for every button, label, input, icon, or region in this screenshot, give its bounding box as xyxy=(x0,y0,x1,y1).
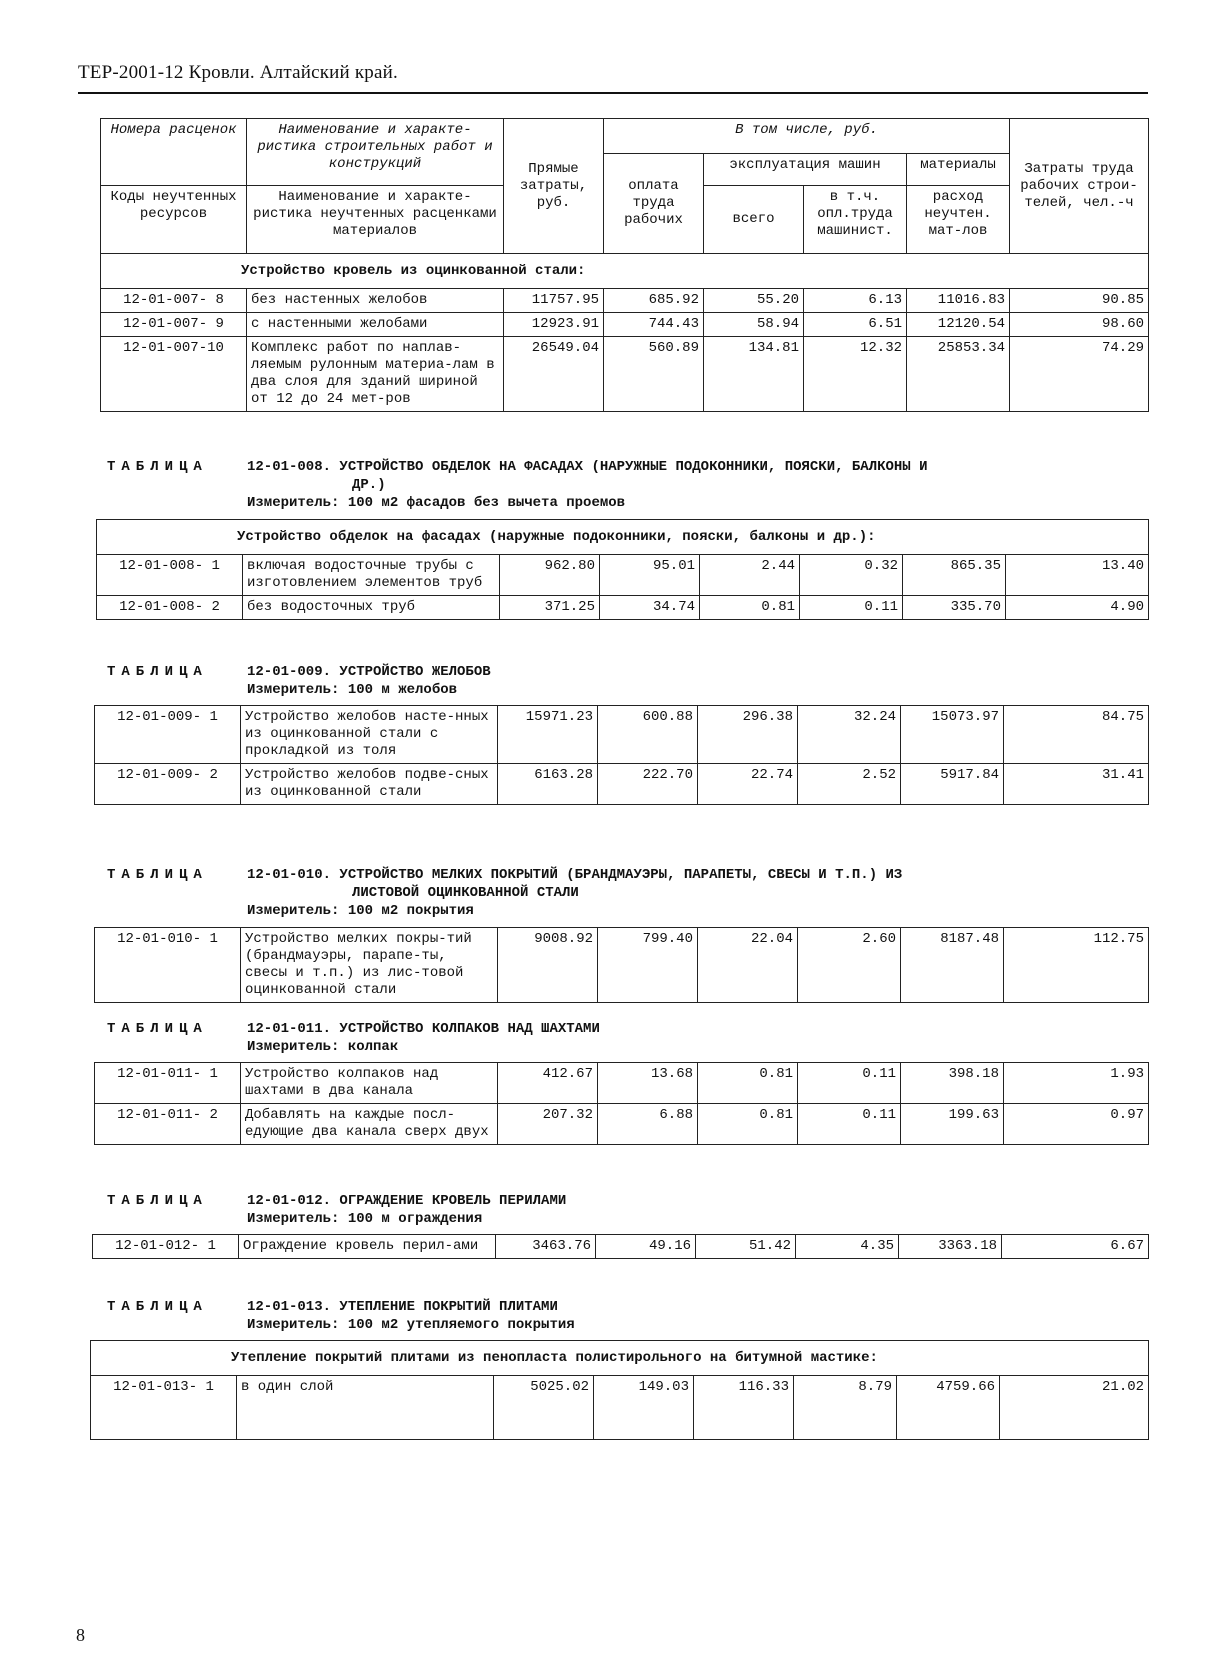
rate-code-cell: 12-01-008- 2 xyxy=(97,596,243,620)
labor-hours-cell: 112.75 xyxy=(1004,928,1149,1003)
direct-costs-cell: 15971.23 xyxy=(498,706,598,764)
direct-costs-cell: 3463.76 xyxy=(496,1235,596,1259)
rates-table-013 xyxy=(90,1340,1149,1440)
labor-pay-cell: 95.01 xyxy=(600,555,700,596)
table-title: 12-01-013. УТЕПЛЕНИЕ ПОКРЫТИЙ ПЛИТАМИ xyxy=(247,1299,558,1315)
rates-table-010 xyxy=(94,927,1149,1003)
materials-cell: 3363.18 xyxy=(899,1235,1002,1259)
col-head-zatraty: Затраты труда рабочих строи-телей, чел.-ч xyxy=(1010,119,1149,254)
labor-hours-cell: 4.90 xyxy=(1006,596,1149,620)
table-caption-009 xyxy=(107,663,491,699)
direct-costs-cell: 11757.95 xyxy=(504,289,604,313)
page-header xyxy=(78,62,1148,84)
table-row xyxy=(95,928,1149,1003)
labor-pay-cell: 6.88 xyxy=(598,1104,698,1145)
table-row xyxy=(95,1063,1149,1104)
labor-hours-cell: 21.02 xyxy=(1000,1376,1149,1440)
col-head-name2: Наименование и характе-ристика неучтенных расценками материалов xyxy=(247,186,504,254)
table-row xyxy=(101,337,1149,412)
rates-table-011 xyxy=(94,1062,1149,1145)
rate-code-cell: 12-01-013- 1 xyxy=(91,1376,237,1440)
labor-hours-cell: 98.60 xyxy=(1010,313,1149,337)
table-meter: Измеритель: 100 м желобов xyxy=(247,682,458,698)
table-label: ТАБЛИЦА xyxy=(107,867,208,883)
table-row xyxy=(95,1104,1149,1145)
materials-cell: 8187.48 xyxy=(901,928,1004,1003)
table-caption-010 xyxy=(107,866,902,920)
table-row xyxy=(95,764,1149,805)
section-title: Устройство кровель из оцинкованной стали: xyxy=(101,254,1149,289)
materials-cell: 11016.83 xyxy=(907,289,1010,313)
labor-pay-cell: 560.89 xyxy=(604,337,704,412)
col-head-name: Наименование и характе-ристика строительных работ и конструкций xyxy=(247,119,504,186)
materials-cell: 12120.54 xyxy=(907,313,1010,337)
materials-cell: 15073.97 xyxy=(901,706,1004,764)
header-rule xyxy=(78,92,1148,94)
rate-code-cell: 12-01-010- 1 xyxy=(95,928,241,1003)
table-title-cont: ДР.) xyxy=(352,477,386,493)
labor-pay-cell: 222.70 xyxy=(598,764,698,805)
table-row xyxy=(95,706,1149,764)
table-label: ТАБЛИЦА xyxy=(107,1299,208,1315)
table-meter: Измеритель: 100 м2 покрытия xyxy=(247,903,474,919)
col-head-materialy: материалы xyxy=(907,154,1010,186)
machine-total-cell: 0.81 xyxy=(698,1063,798,1104)
table-row xyxy=(101,313,1149,337)
labor-hours-cell: 0.97 xyxy=(1004,1104,1149,1145)
table-row xyxy=(101,289,1149,313)
table-title: 12-01-008. УСТРОЙСТВО ОБДЕЛОК НА ФАСАДАХ (НАРУЖНЫЕ ПОДОКОННИКИ, ПОЯСКИ, БАЛКОНЫ И xyxy=(247,459,928,475)
machine-labor-cell: 0.11 xyxy=(800,596,903,620)
rate-code-cell: 12-01-009- 1 xyxy=(95,706,241,764)
direct-costs-cell: 12923.91 xyxy=(504,313,604,337)
table-row xyxy=(93,1235,1149,1259)
machine-total-cell: 0.81 xyxy=(698,1104,798,1145)
materials-cell: 4759.66 xyxy=(897,1376,1000,1440)
direct-costs-cell: 5025.02 xyxy=(494,1376,594,1440)
labor-pay-cell: 600.88 xyxy=(598,706,698,764)
labor-hours-cell: 84.75 xyxy=(1004,706,1149,764)
machine-total-cell: 22.04 xyxy=(698,928,798,1003)
rate-code-cell: 12-01-007-10 xyxy=(101,337,247,412)
machine-labor-cell: 12.32 xyxy=(804,337,907,412)
table-title: 12-01-009. УСТРОЙСТВО ЖЕЛОБОВ xyxy=(247,664,491,680)
rate-code-cell: 12-01-011- 1 xyxy=(95,1063,241,1104)
work-name-cell: Добавлять на каждые посл-едующие два канала сверх двух xyxy=(241,1104,498,1145)
work-name-cell: Комплекс работ по наплав-ляемым рулонным материа-лам в два слоя для зданий шириной от 12 до 24 мет-ров xyxy=(247,337,504,412)
materials-cell: 25853.34 xyxy=(907,337,1010,412)
labor-hours-cell: 31.41 xyxy=(1004,764,1149,805)
labor-pay-cell: 34.74 xyxy=(600,596,700,620)
work-name-cell: включая водосточные трубы с изготовлением элементов труб xyxy=(243,555,500,596)
col-head-pryamye: Прямые затраты, руб. xyxy=(504,119,604,254)
labor-pay-cell: 13.68 xyxy=(598,1063,698,1104)
section-title: Устройство обделок на фасадах (наружные подоконники, пояски, балконы и др.): xyxy=(97,520,1149,555)
machine-total-cell: 55.20 xyxy=(704,289,804,313)
table-caption-011 xyxy=(107,1020,600,1056)
table-title: 12-01-011. УСТРОЙСТВО КОЛПАКОВ НАД ШАХТАМИ xyxy=(247,1021,600,1037)
direct-costs-cell: 6163.28 xyxy=(498,764,598,805)
rate-code-cell: 12-01-011- 2 xyxy=(95,1104,241,1145)
machine-total-cell: 58.94 xyxy=(704,313,804,337)
direct-costs-cell: 9008.92 xyxy=(498,928,598,1003)
machine-labor-cell: 0.11 xyxy=(798,1104,901,1145)
direct-costs-cell: 412.67 xyxy=(498,1063,598,1104)
table-meter: Измеритель: 100 м2 утепляемого покрытия xyxy=(247,1317,575,1333)
rates-table-008 xyxy=(96,519,1149,620)
col-head-oplata: оплата труда рабочих xyxy=(604,154,704,254)
table-title: 12-01-010. УСТРОЙСТВО МЕЛКИХ ПОКРЫТИЙ (БРАНДМАУЭРЫ, ПАРАПЕТЫ, СВЕСЫ И Т.П.) ИЗ xyxy=(247,867,903,883)
materials-cell: 398.18 xyxy=(901,1063,1004,1104)
machine-labor-cell: 2.52 xyxy=(798,764,901,805)
table-label: ТАБЛИЦА xyxy=(107,1021,208,1037)
materials-cell: 5917.84 xyxy=(901,764,1004,805)
machine-total-cell: 51.42 xyxy=(696,1235,796,1259)
section-title: Утепление покрытий плитами из пенопласта полистирольного на битумной мастике: xyxy=(91,1341,1149,1376)
col-head-vtch: в т.ч. опл.труда машинист. xyxy=(804,186,907,254)
machine-total-cell: 0.81 xyxy=(700,596,800,620)
rate-code-cell: 12-01-007- 8 xyxy=(101,289,247,313)
labor-pay-cell: 149.03 xyxy=(594,1376,694,1440)
table-meter: Измеритель: колпак xyxy=(247,1039,399,1055)
labor-hours-cell: 6.67 xyxy=(1002,1235,1149,1259)
labor-hours-cell: 1.93 xyxy=(1004,1063,1149,1104)
machine-labor-cell: 0.32 xyxy=(800,555,903,596)
work-name-cell: Устройство мелких покры-тий (брандмауэры, парапе-ты, свесы и т.п.) из лис-товой оцинкованной стали xyxy=(241,928,498,1003)
work-name-cell: Устройство желобов подве-сных из оцинкованной стали xyxy=(241,764,498,805)
table-caption-013 xyxy=(107,1298,575,1334)
work-name-cell: без настенных желобов xyxy=(247,289,504,313)
col-head-rashod: расход неучтен. мат-лов xyxy=(907,186,1010,254)
labor-pay-cell: 685.92 xyxy=(604,289,704,313)
direct-costs-cell: 962.80 xyxy=(500,555,600,596)
work-name-cell: без водосточных труб xyxy=(243,596,500,620)
direct-costs-cell: 371.25 xyxy=(500,596,600,620)
col-head-vsego: всего xyxy=(704,186,804,254)
table-row xyxy=(91,1376,1149,1440)
machine-labor-cell: 6.51 xyxy=(804,313,907,337)
rates-table-009 xyxy=(94,705,1149,805)
rate-code-cell: 12-01-008- 1 xyxy=(97,555,243,596)
table-row xyxy=(97,596,1149,620)
table-meter: Измеритель: 100 м ограждения xyxy=(247,1211,483,1227)
machine-total-cell: 22.74 xyxy=(698,764,798,805)
materials-cell: 865.35 xyxy=(903,555,1006,596)
machine-labor-cell: 4.35 xyxy=(796,1235,899,1259)
labor-hours-cell: 90.85 xyxy=(1010,289,1149,313)
page-number: 8 xyxy=(76,1625,85,1645)
table-row xyxy=(97,555,1149,596)
machine-total-cell: 116.33 xyxy=(694,1376,794,1440)
rate-code-cell: 12-01-009- 2 xyxy=(95,764,241,805)
col-head-vtom: В том числе, руб. xyxy=(604,119,1010,154)
col-head-kody: Коды неучтенных ресурсов xyxy=(101,186,247,254)
machine-total-cell: 296.38 xyxy=(698,706,798,764)
table-title-cont: ЛИСТОВОЙ ОЦИНКОВАННОЙ СТАЛИ xyxy=(352,885,579,901)
labor-hours-cell: 13.40 xyxy=(1006,555,1149,596)
table-label: ТАБЛИЦА xyxy=(107,664,208,680)
work-name-cell: с настенными желобами xyxy=(247,313,504,337)
table-meter: Измеритель: 100 м2 фасадов без вычета проемов xyxy=(247,495,626,511)
table-title: 12-01-012. ОГРАЖДЕНИЕ КРОВЕЛЬ ПЕРИЛАМИ xyxy=(247,1193,567,1209)
direct-costs-cell: 26549.04 xyxy=(504,337,604,412)
materials-cell: 199.63 xyxy=(901,1104,1004,1145)
machine-labor-cell: 6.13 xyxy=(804,289,907,313)
table-caption-012 xyxy=(107,1192,566,1228)
labor-pay-cell: 744.43 xyxy=(604,313,704,337)
machine-total-cell: 134.81 xyxy=(704,337,804,412)
work-name-cell: Устройство колпаков над шахтами в два канала xyxy=(241,1063,498,1104)
col-head-nomera: Номера расценок xyxy=(101,119,247,186)
work-name-cell: Устройство желобов насте-нных из оцинкованной стали с прокладкой из толя xyxy=(241,706,498,764)
machine-labor-cell: 2.60 xyxy=(798,928,901,1003)
direct-costs-cell: 207.32 xyxy=(498,1104,598,1145)
table-label: ТАБЛИЦА xyxy=(107,1193,208,1209)
machine-labor-cell: 8.79 xyxy=(794,1376,897,1440)
table-caption-008 xyxy=(107,458,928,512)
document-title: ТЕР-2001-12 Кровли. Алтайский край. xyxy=(78,62,398,83)
machine-labor-cell: 0.11 xyxy=(798,1063,901,1104)
materials-cell: 335.70 xyxy=(903,596,1006,620)
rates-table-007 xyxy=(100,118,1149,412)
work-name-cell: в один слой xyxy=(237,1376,494,1440)
labor-pay-cell: 49.16 xyxy=(596,1235,696,1259)
machine-labor-cell: 32.24 xyxy=(798,706,901,764)
rates-table-012 xyxy=(92,1234,1149,1259)
work-name-cell: Ограждение кровель перил-ами xyxy=(239,1235,496,1259)
col-head-ekspl: эксплуатация машин xyxy=(704,154,907,186)
machine-total-cell: 2.44 xyxy=(700,555,800,596)
rate-code-cell: 12-01-012- 1 xyxy=(93,1235,239,1259)
labor-hours-cell: 74.29 xyxy=(1010,337,1149,412)
rate-code-cell: 12-01-007- 9 xyxy=(101,313,247,337)
labor-pay-cell: 799.40 xyxy=(598,928,698,1003)
table-label: ТАБЛИЦА xyxy=(107,459,208,475)
